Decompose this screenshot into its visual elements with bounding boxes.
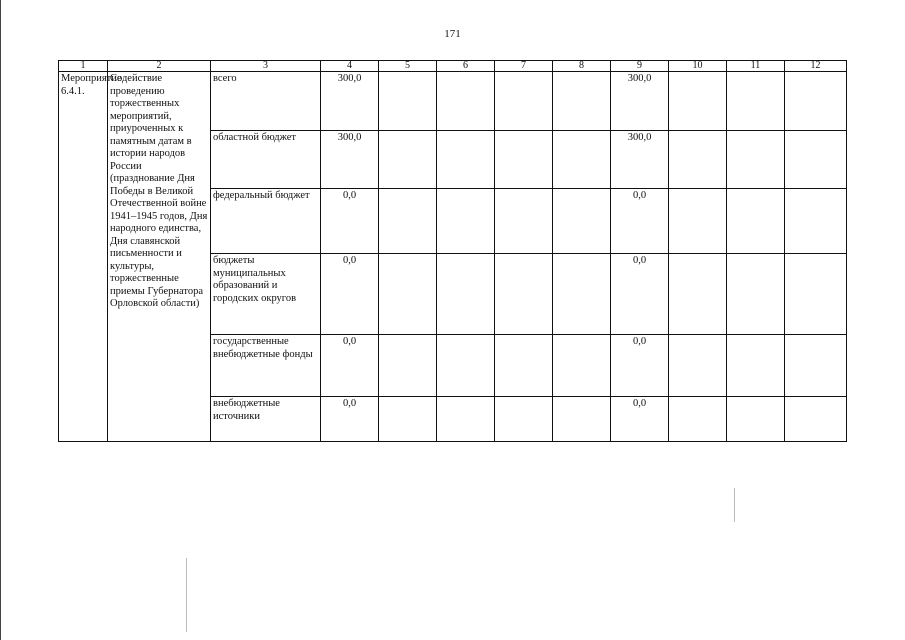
column-header: 10	[669, 61, 727, 72]
funding-source-cell: государственные внебюджетные фонды	[211, 335, 321, 397]
scan-artifact	[186, 558, 187, 632]
column-header: 9	[611, 61, 669, 72]
column-header: 1	[59, 61, 108, 72]
value-cell-col9: 0,0	[611, 335, 669, 397]
value-cell-col4: 0,0	[321, 397, 379, 442]
column-header: 2	[108, 61, 211, 72]
funding-source-cell: всего	[211, 72, 321, 131]
funding-source-cell: бюджеты муниципальных образований и городских округов	[211, 254, 321, 335]
funding-source-cell: внебюджетные источники	[211, 397, 321, 442]
column-header: 4	[321, 61, 379, 72]
value-cell-col4: 300,0	[321, 72, 379, 131]
value-cell-col4: 300,0	[321, 131, 379, 189]
column-header: 11	[727, 61, 785, 72]
page-left-edge	[0, 0, 1, 640]
value-cell-col4: 0,0	[321, 254, 379, 335]
column-header: 6	[437, 61, 495, 72]
table-row	[59, 72, 847, 131]
value-cell-col4: 0,0	[321, 335, 379, 397]
value-cell-col9: 0,0	[611, 189, 669, 254]
value-cell-col9: 300,0	[611, 72, 669, 131]
funding-source-cell: областной бюджет	[211, 131, 321, 189]
measure-description-cell: Содействие проведению торжественных мероприятий, приуроченных к памятным датам в истории народов России (празднование Дня Победы в Великой Отечественной войне 1941–1945 годов, Дня народного единства, Дня славянской письменности и культуры, торжественные приемы Губернатора Орловской области)	[108, 72, 211, 442]
funding-source-cell: федеральный бюджет	[211, 189, 321, 254]
value-cell-col9: 0,0	[611, 254, 669, 335]
value-cell-col9: 300,0	[611, 131, 669, 189]
column-header: 8	[553, 61, 611, 72]
page-number: 171	[444, 28, 461, 40]
column-header: 3	[211, 61, 321, 72]
value-cell-col9: 0,0	[611, 397, 669, 442]
value-cell-col4: 0,0	[321, 189, 379, 254]
column-header: 5	[379, 61, 437, 72]
scan-artifact	[734, 488, 735, 522]
budget-table	[58, 60, 847, 442]
column-header: 7	[495, 61, 553, 72]
column-number-row	[59, 61, 847, 72]
measure-id-cell: Мероприятие 6.4.1.	[59, 72, 108, 442]
column-header: 12	[785, 61, 847, 72]
